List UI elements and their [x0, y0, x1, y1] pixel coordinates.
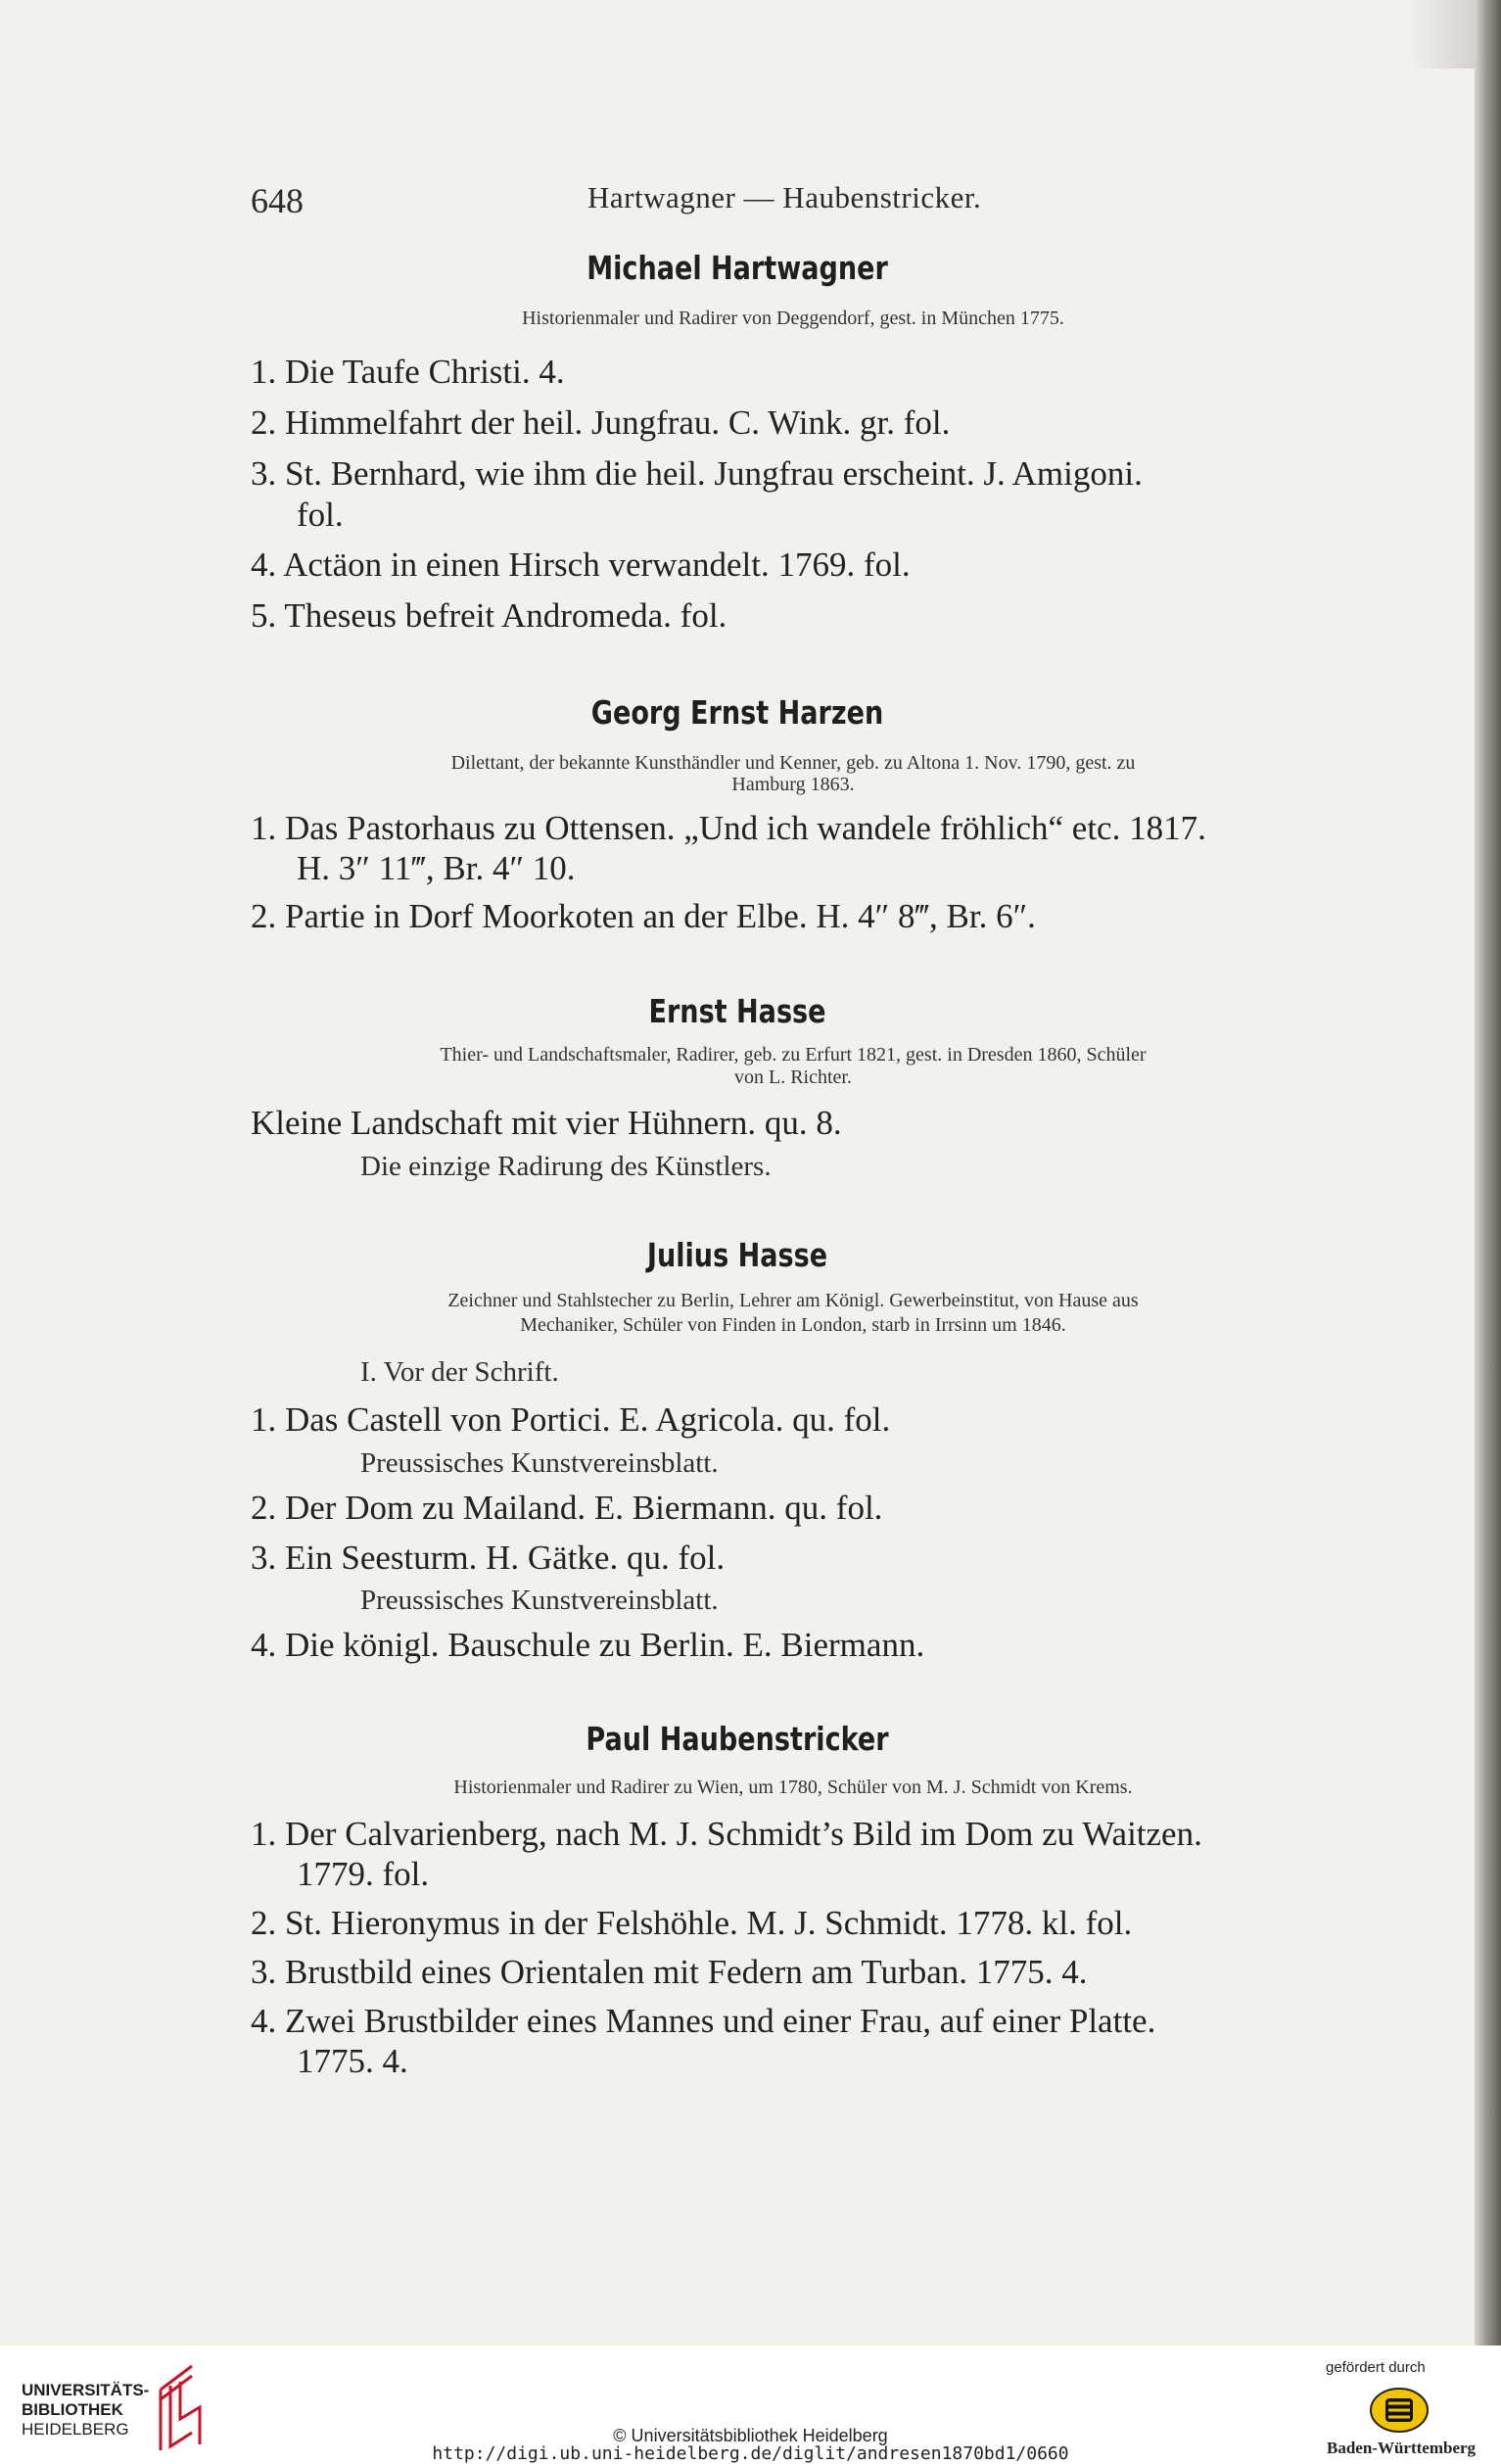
catalogue-entry: 1. Das Pastorhaus zu Ottensen. „Und ich wandele fröhlich“ etc. 1817. — [251, 809, 1206, 847]
catalogue-entry: 3. St. Bernhard, wie ihm die heil. Jungfrau erscheint. J. Amigoni. — [251, 454, 1143, 493]
artist-bio: Mechaniker, Schüler von Finden in London, starb in Irrsinn um 1846. — [520, 1314, 1066, 1336]
funder-label: Baden-Württemberg — [1327, 2439, 1477, 2457]
library-name-line: UNIVERSITÄTS- — [22, 2381, 150, 2399]
catalogue-entry: 2. St. Hieronymus in der Felshöhle. M. J. Schmidt. 1778. kl. fol. — [251, 1904, 1133, 1942]
subheading: I. Vor der Schrift. — [360, 1356, 559, 1388]
catalogue-entry: 1. Die Taufe Christi. 4. — [251, 353, 565, 391]
running-title: Hartwagner — Haubenstricker. — [587, 180, 982, 214]
entry-note: Preussisches Kunstvereinsblatt. — [360, 1447, 719, 1479]
entry-note: Die einzige Radirung des Künstlers. — [360, 1151, 772, 1182]
catalogue-entry: 2. Partie in Dorf Moorkoten an der Elbe. H. 4″ 8‴, Br. 6″. — [251, 897, 1036, 935]
library-name-line: BIBLIOTHEK — [22, 2400, 123, 2419]
funded-by-label: gefördert durch — [1326, 2359, 1426, 2376]
artist-bio: Dilettant, der bekannte Kunsthändler und Kenner, geb. zu Altona 1. Nov. 1790, gest. zu — [450, 752, 1136, 774]
catalogue-entry: 4. Actäon in einen Hirsch verwandelt. 1769. fol. — [251, 545, 911, 584]
catalogue-entry-continued: 1775. 4. — [297, 2042, 408, 2080]
catalogue-entry-continued: 1779. fol. — [297, 1855, 430, 1893]
artist-heading: Georg Ernst Harzen — [590, 693, 884, 732]
catalogue-entry-continued: H. 3″ 11‴, Br. 4″ 10. — [297, 849, 576, 887]
library-name-line: HEIDELBERG — [22, 2420, 129, 2439]
catalogue-entry: 4. Zwei Brustbilder eines Mannes und einer Frau, auf einer Platte. — [251, 2002, 1156, 2040]
artist-bio: Historienmaler und Radirer zu Wien, um 1780, Schüler von M. J. Schmidt von Krems. — [453, 1777, 1133, 1798]
scan-edge — [1475, 0, 1501, 2346]
coat-of-arms-icon — [1369, 2387, 1430, 2434]
artist-heading: Paul Haubenstricker — [586, 1720, 889, 1758]
source-url-link[interactable]: http://digi.ub.uni-heidelberg.de/diglit/andresen1870bd1/0660 — [432, 2443, 1069, 2464]
artist-heading: Michael Hartwagner — [586, 249, 888, 287]
catalogue-entry: 5. Theseus befreit Andromeda. fol. — [251, 596, 727, 635]
catalogue-entry: 1. Der Calvarienberg, nach M. J. Schmidt’s Bild im Dom zu Waitzen. — [251, 1815, 1202, 1853]
page-number: 648 — [251, 181, 304, 220]
catalogue-entry: Kleine Landschaft mit vier Hühnern. qu. 8. — [251, 1104, 842, 1142]
catalogue-entry: 3. Ein Seesturm. H. Gätke. qu. fol. — [251, 1539, 726, 1577]
catalogue-entry: 4. Die königl. Bauschule zu Berlin. E. Biermann. — [251, 1626, 925, 1664]
artist-heading: Julius Hasse — [646, 1236, 828, 1274]
artist-heading: Ernst Hasse — [648, 992, 826, 1030]
scan-shadow — [1410, 0, 1475, 69]
artist-bio: Thier- und Landschaftsmaler, Radirer, geb. zu Erfurt 1821, gest. in Dresden 1860, Schüler — [440, 1044, 1147, 1066]
catalogue-entry: 3. Brustbild eines Orientalen mit Federn am Turban. 1775. 4. — [251, 1953, 1088, 1991]
artist-bio: von L. Richter. — [734, 1066, 852, 1088]
artist-bio: Historienmaler und Radirer von Deggendorf, gest. in München 1775. — [522, 308, 1064, 329]
copyright-notice: © Universitätsbibliothek Heidelberg — [613, 2426, 888, 2445]
catalogue-entry: 2. Himmelfahrt der heil. Jungfrau. C. Wink. gr. fol. — [251, 403, 951, 442]
catalogue-entry: 1. Das Castell von Portici. E. Agricola. qu. fol. — [251, 1400, 891, 1439]
artist-bio: Hamburg 1863. — [731, 774, 855, 795]
entry-note: Preussisches Kunstvereinsblatt. — [360, 1585, 719, 1616]
catalogue-entry: 2. Der Dom zu Mailand. E. Biermann. qu. fol. — [251, 1489, 883, 1527]
catalogue-entry-continued: fol. — [297, 496, 344, 534]
artist-bio: Zeichner und Stahlstecher zu Berlin, Lehrer am Königl. Gewerbeinstitut, von Hause aus — [447, 1290, 1139, 1311]
